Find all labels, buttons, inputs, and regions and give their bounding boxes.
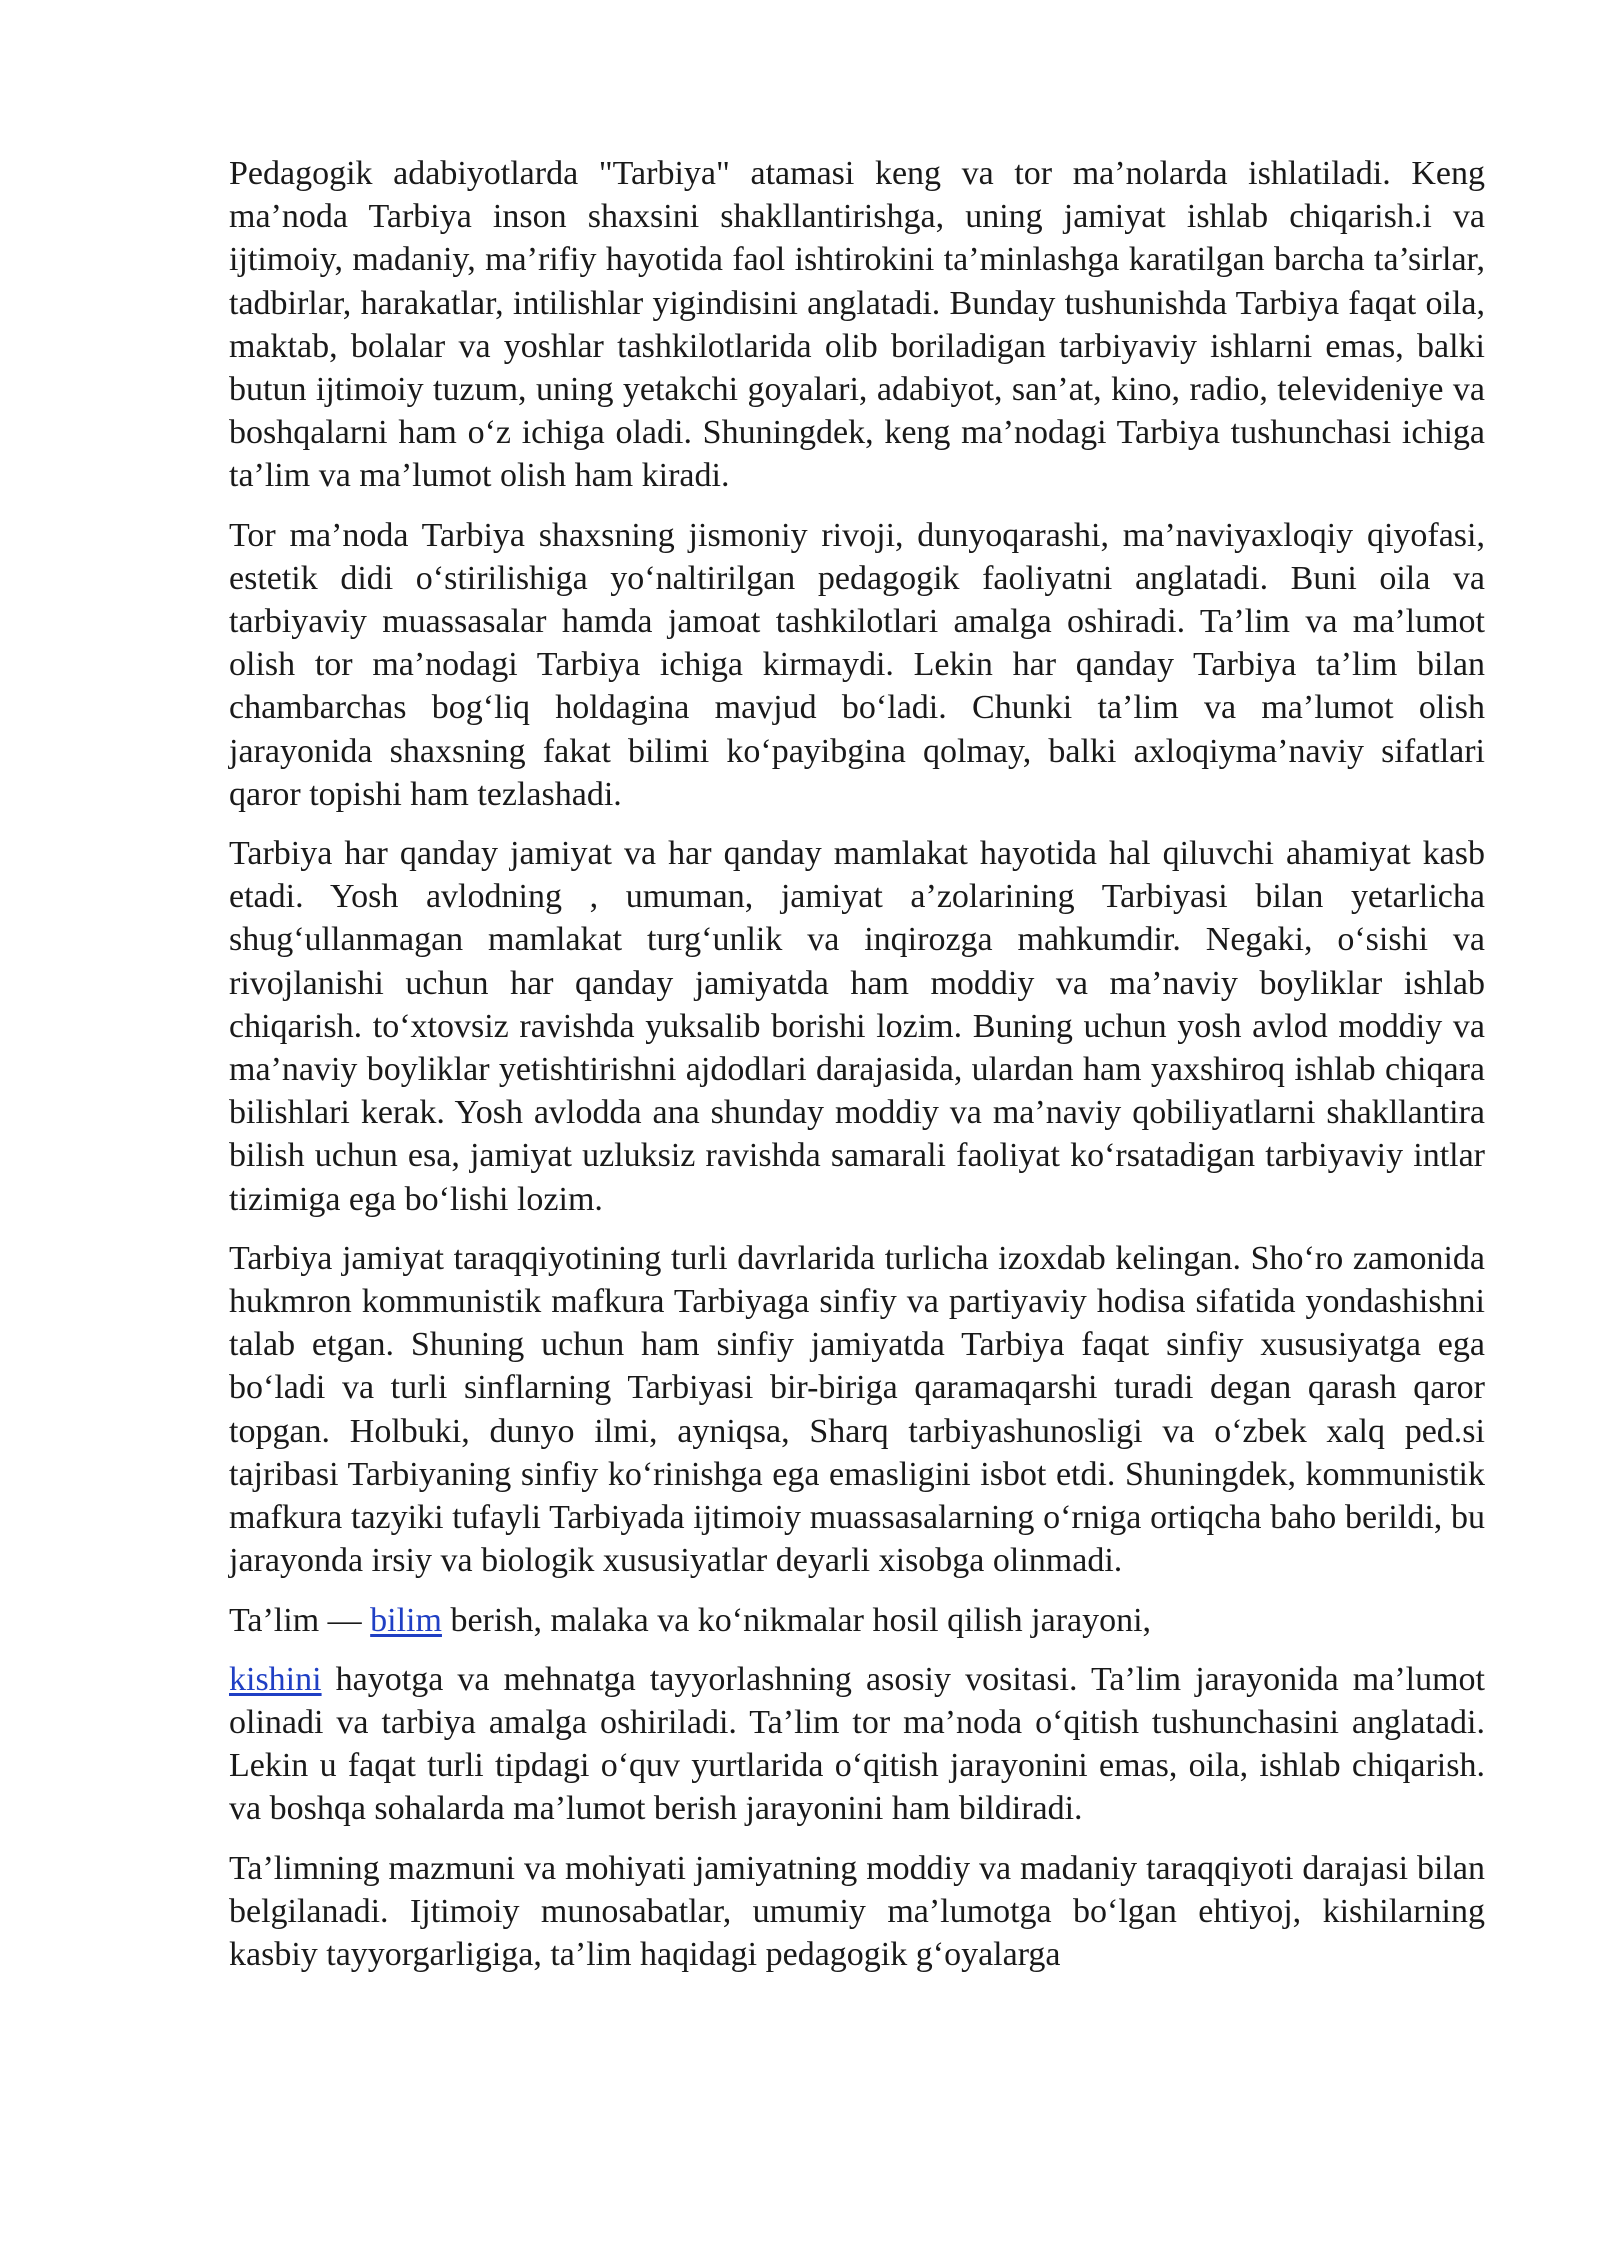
paragraph-tarbiya-taraqqiyot: Tarbiya jamiyat taraqqiyotining turli davrlarida turlicha izoxdab kelingan. Sho‘ro zamonida hukmron kommunistik mafkura Tarbiyaga sinfiy va partiyaviy hodisa sifatida yondashishni talab etgan. Shuning uchun ham sinfiy jamiyatda Tarbiya faqat sinfiy xususiyatga ega bo‘ladi va turli sinflarning Tarbiyasi bir-biriga qaramaqarshi turadi degan qarash qaror topgan. Holbuki, dunyo ilmi, ayniqsa, Sharq tarbiyashunosligi va o‘zbek xalq ped.si tajribasi Tarbiyaning sinfiy ko‘rinishga ega emasligini isbot etdi. Shuningdek, kommunistik mafkura tazyiki tufayli Tarbiyada ijtimoiy muassasalarning o‘rniga ortiqcha baho berildi, bu jarayonda irsiy va biologik xususiyatlar deyarli xisobga olinmadi. <box>229 1239 1485 1580</box>
paragraph-talim-definition <box>229 1599 1485 1642</box>
document-page <box>229 152 1485 1992</box>
kishini-link[interactable]: kishini <box>229 1660 322 1698</box>
paragraph-kishini <box>229 1658 1485 1831</box>
paragraph-tarbiya-definition: Pedagogik adabiyotlarda "Tarbiya" atamasi keng va tor ma’nolarda ishlatiladi. Keng ma’noda Tarbiya inson shaxsini shakllantirishga, uning jamiyat ishlab chiqarish.i va ijtimoiy, madaniy, ma’rifiy hayotida faol ishtirokini ta’minlashga karatilgan barcha ta’sirlar, tadbirlar, harakatlar, intilishlar yigindisini anglatadi. Bunday tushunishda Tarbiya faqat oila, maktab, bolalar va yoshlar tashkilotlarida olib boriladigan tarbiyaviy ishlarni emas, balki butun ijtimoiy tuzum, uning yetakchi goyalari, adabiyot, san’at, kino, radio, televideniye va boshqalarni ham o‘z ichiga oladi. Shuningdek, keng ma’nodagi Tarbiya tushunchasi ichiga ta’lim va ma’lumot olish ham kiradi. <box>229 155 1485 495</box>
bilim-link[interactable]: bilim <box>370 1601 442 1639</box>
paragraph-tarbiya-ahamiyat: Tarbiya har qanday jamiyat va har qanday mamlakat hayotida hal qiluvchi ahamiyat kasb etadi. Yosh avlodning , umuman, jamiyat a’zolarining Tarbiyasi bilan yetarlicha shug‘ullanmagan mamlakat turg‘unlik va inqirozga mahkumdir. Negaki, o‘sishi va rivojlanishi uchun har qanday jamiyatda ham moddiy va ma’naviy boyliklar ishlab chiqarish. to‘xtovsiz ravishda yuksalib borishi lozim. Buning uchun yosh avlod moddiy va ma’naviy boyliklar yetishtirishni ajdodlari darajasida, ulardan ham yaxshiroq ishlab chiqara bilishlari kerak. Yosh avlodda ana shunday moddiy va ma’naviy qobiliyatlarni shakllantira bilish uchun esa, jamiyat uzluksiz ravishda samarali faoliyat ko‘rsatadigan tarbiyaviy intlar tizimiga ega bo‘lishi lozim. <box>229 835 1485 1218</box>
talim-line-prefix: Ta’lim — <box>229 1601 371 1639</box>
paragraph-tor-manoda: Tor ma’noda Tarbiya shaxsning jismoniy rivoji, dunyoqarashi, ma’naviyaxloqiy qiyofasi, estetik didi o‘stirilishiga yo‘naltirilgan pedagogik faoliyatni anglatadi. Buni oila va tarbiyaviy muassasalar hamda jamoat tashkilotlari amalga oshiradi. Ta’lim va ma’lumot olish tor ma’nodagi Tarbiya ichiga kirmaydi. Lekin har qanday Tarbiya ta’lim bilan chambarchas bog‘liq holdagina mavjud bo‘ladi. Chunki ta’lim va ma’lumot olish jarayonida shaxsning fakat bilimi ko‘payibgina qolmay, balki axloqiyma’naviy sifatlari qaror topishi ham tezlashadi. <box>229 516 1485 813</box>
talim-line-suffix: berish, malaka va ko‘nikmalar hosil qilish jarayoni, <box>441 1601 1152 1639</box>
paragraph-talim-mazmuni: Ta’limning mazmuni va mohiyati jamiyatning moddiy va madaniy taraqqiyoti darajasi bilan belgilanadi. Ijtimoiy munosabatlar, umumiy ma’lumotga bo‘lgan ehtiyoj, kishilarning kasbiy tayyorgarligiga, ta’lim haqidagi pedagogik g‘oyalarga <box>229 1849 1485 1973</box>
kishini-paragraph-text: hayotga va mehnatga tayyorlashning asosiy vositasi. Ta’lim jarayonida ma’lumot olinadi va tarbiya amalga oshiriladi. Ta’lim tor ma’noda o‘qitish tushunchasini anglatadi. Lekin u faqat turli tipdagi o‘quv yurtlarida o‘qitish jarayonini emas, oila, ishlab chiqarish. va boshqa sohalarda ma’lumot berish jarayonini ham bildiradi. <box>229 1660 1485 1828</box>
